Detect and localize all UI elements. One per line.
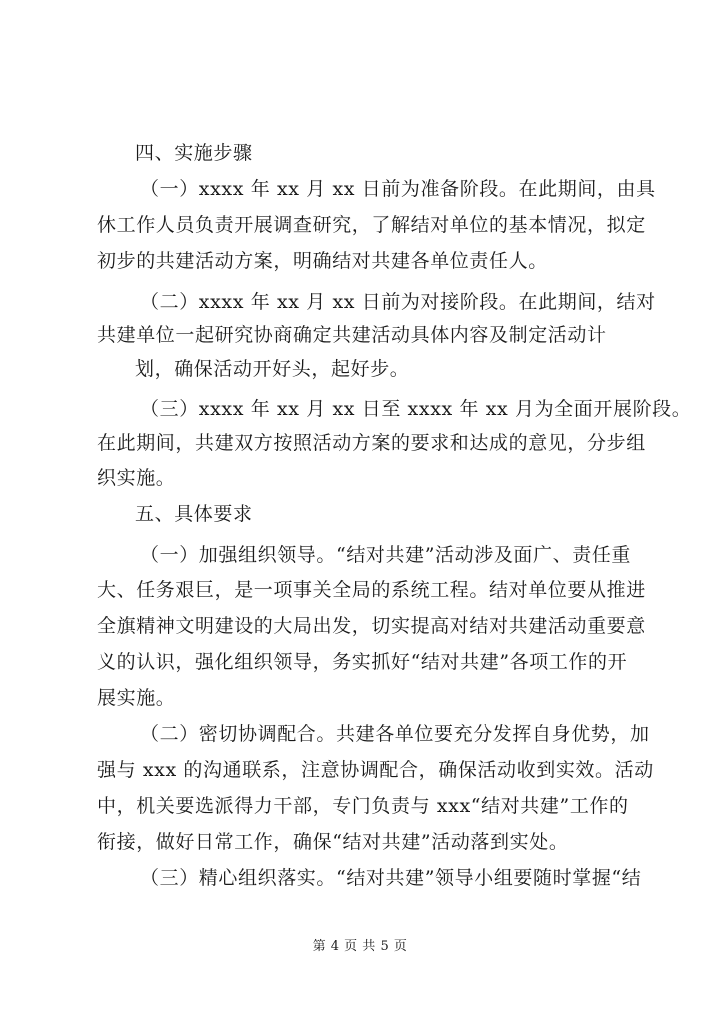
paragraph-line: 全旗精神文明建设的大局出发，切实提高对结对共建活动重要意 (97, 615, 646, 637)
paragraph-line: 共建单位一起研究协商确定共建活动具体内容及制定活动计 (97, 324, 607, 346)
paragraph-line: 强与 xxx 的沟通联系，注意协调配合，确保活动收到实效。活动 (97, 759, 654, 781)
paragraph-line: （一）加强组织领导。“结对共建”活动涉及面广、责任重 (140, 544, 632, 566)
paragraph-line: 在此期间，共建双方按照活动方案的要求和达成的意见，分步组 (97, 432, 646, 454)
paragraph-line: （一）xxxx 年 xx 月 xx 日前为准备阶段。在此期间，由具 (140, 178, 656, 200)
paragraph-line: 织实施。 (97, 467, 176, 489)
paragraph-line: 休工作人员负责开展调查研究，了解结对单位的基本情况，拟定 (97, 214, 646, 236)
paragraph-line: （二）xxxx 年 xx 月 xx 日前为对接阶段。在此期间，结对 (140, 291, 656, 313)
paragraph-line: 展实施。 (97, 687, 176, 709)
paragraph-line: 义的认识，强化组织领导，务实抓好“结对共建”各项工作的开 (97, 651, 628, 673)
paragraph-line: 划，确保活动开好头，起好步。 (135, 358, 410, 380)
section-heading-specific-requirements: 五、具体要求 (135, 503, 253, 525)
paragraph-line: （三）xxxx 年 xx 月 xx 日至 xxxx 年 xx 月为全面开展阶段。 (140, 398, 692, 420)
paragraph-line: 初步的共建活动方案，明确结对共建各单位责任人。 (97, 250, 548, 272)
paragraph-line: 衔接，做好日常工作，确保“结对共建”活动落到实处。 (97, 831, 569, 853)
section-heading-implementation-steps: 四、实施步骤 (135, 142, 253, 164)
paragraph-line: （三）精心组织落实。“结对共建”领导小组要随时掌握“结 (140, 867, 642, 889)
page-number-footer: 第 4 页 共 5 页 (312, 939, 408, 954)
paragraph-line: （二）密切协调配合。共建各单位要充分发挥自身优势，加 (140, 723, 650, 745)
paragraph-line: 大、任务艰巨，是一项事关全局的系统工程。结对单位要从推进 (97, 579, 646, 601)
paragraph-line: 中，机关要选派得力干部，专门负责与 xxx“结对共建”工作的 (97, 795, 629, 817)
